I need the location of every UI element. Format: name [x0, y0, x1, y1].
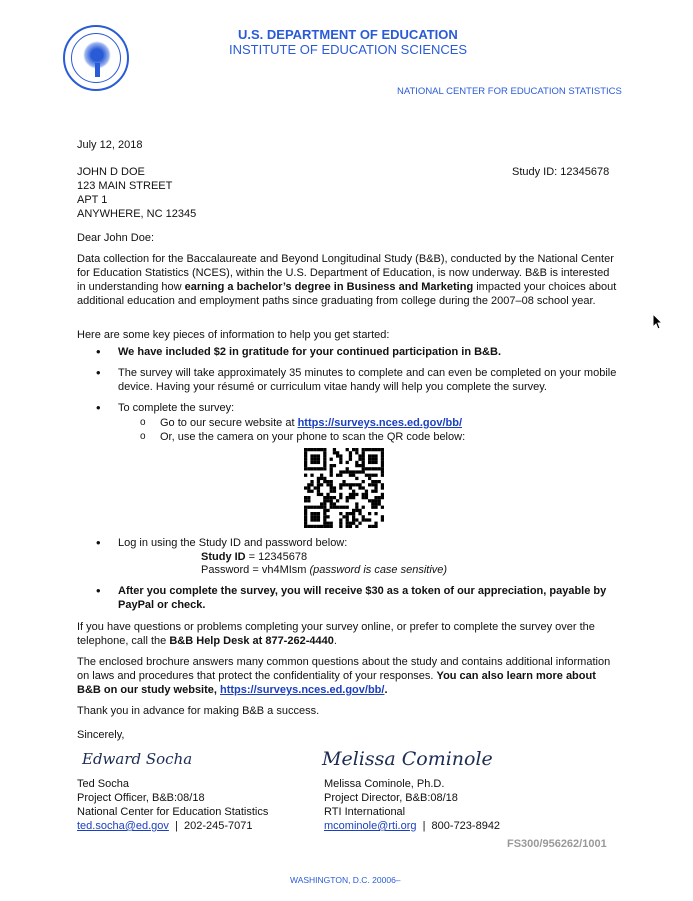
email-link[interactable]: ted.socha@ed.gov [77, 820, 169, 832]
address-line: JOHN D DOE [77, 166, 145, 178]
phone: | 800-723-8942 [416, 820, 501, 832]
qr-code[interactable] [304, 448, 384, 528]
signer-org: RTI International [324, 806, 406, 818]
institute-name: INSTITUTE OF EDUCATION SCIENCES [229, 42, 468, 57]
thanks: Thank you in advance for making B&B a success. [77, 705, 320, 717]
gift-bullet: We have included $2 in gratitude for your continued participation in B&B. [118, 346, 502, 358]
reward-bullet: After you complete the survey, you will receive $30 as a token of our appreciation, payable by PayPal or check. [118, 585, 607, 611]
signer-title: Project Director, B&B:08/18 [324, 792, 458, 804]
study-website-link[interactable]: https://surveys.nces.ed.gov/bb/ [220, 684, 385, 696]
department-seal [63, 25, 129, 91]
center-name: NATIONAL CENTER FOR EDUCATION STATISTICS [397, 86, 622, 97]
survey-link[interactable]: https://surveys.nces.ed.gov/bb/ [297, 417, 463, 429]
letter-date: July 12, 2018 [77, 139, 143, 151]
salutation: Dear John Doe: [77, 232, 155, 244]
address-line: 123 MAIN STREET [77, 180, 173, 192]
qr-item: Or, use the camera on your phone to scan the QR code below: [160, 431, 466, 443]
form-code: FS300/956262/1001 [507, 838, 607, 850]
intro-paragraph: Data collection for the Baccalaureate and Beyond Longitudinal Study (B&B), conducted by the National Center for Education Statistics (NCES), within the U.S. Department of Education, is now underway. B&B is interested in understanding how earning a bachelor’s degree in Business and Marketing impacted your choices about additional education and employment paths since graduating from college during the 2007–08 school year. [77, 253, 617, 307]
signer-cominole [324, 777, 500, 833]
closing: Sincerely, [77, 729, 125, 741]
brochure-paragraph: The enclosed brochure answers many common questions about the study and contains additional information on laws and procedures that protect the confidentiality of your responses. You can also learn more about B&B on our study website, https://surveys.nces.ed.gov/bb/. [77, 656, 611, 696]
login-bullet: Log in using the Study ID and password below: [118, 537, 348, 549]
email-link[interactable]: mcominole@rti.org [324, 820, 417, 832]
help-paragraph: If you have questions or problems completing your survey online, or prefer to complete the survey over the telephone, call the B&B Help Desk at 877-262-4440. [77, 621, 595, 647]
signer-name: Melissa Cominole, Ph.D. [324, 778, 445, 790]
address-line: ANYWHERE, NC 12345 [77, 208, 197, 220]
study-id-line: Study ID = 12345678 [201, 551, 308, 563]
address-line: APT 1 [77, 194, 108, 206]
signature-cominole: Melissa Cominole [322, 748, 493, 770]
signer-name: Ted Socha [77, 778, 129, 790]
password-line: Password = vh4MIsm (password is case sensitive) [201, 564, 448, 576]
key-info-intro: Here are some key pieces of information to help you get started: [77, 329, 390, 341]
signer-title: Project Officer, B&B:08/18 [77, 792, 205, 804]
signature-socha: Edward Socha [82, 750, 193, 768]
complete-bullet: To complete the survey: [118, 402, 235, 414]
footer-address: WASHINGTON, D.C. 20006– [290, 875, 401, 885]
signer-socha [77, 777, 268, 833]
dept-name: U.S. DEPARTMENT OF EDUCATION [238, 27, 458, 42]
website-item: Go to our secure website at https://surveys.nces.ed.gov/bb/ [160, 417, 463, 429]
study-id-header: Study ID: 12345678 [512, 166, 610, 178]
time-bullet: The survey will take approximately 35 minutes to complete and can even be completed on your mobile device. Having your résumé or curriculum vitae handy will help you complete the survey. [118, 367, 617, 393]
signer-org: National Center for Education Statistics [77, 806, 269, 818]
recipient-address [77, 165, 196, 221]
mouse-cursor-icon [652, 313, 664, 331]
phone: | 202-245-7071 [168, 820, 253, 832]
